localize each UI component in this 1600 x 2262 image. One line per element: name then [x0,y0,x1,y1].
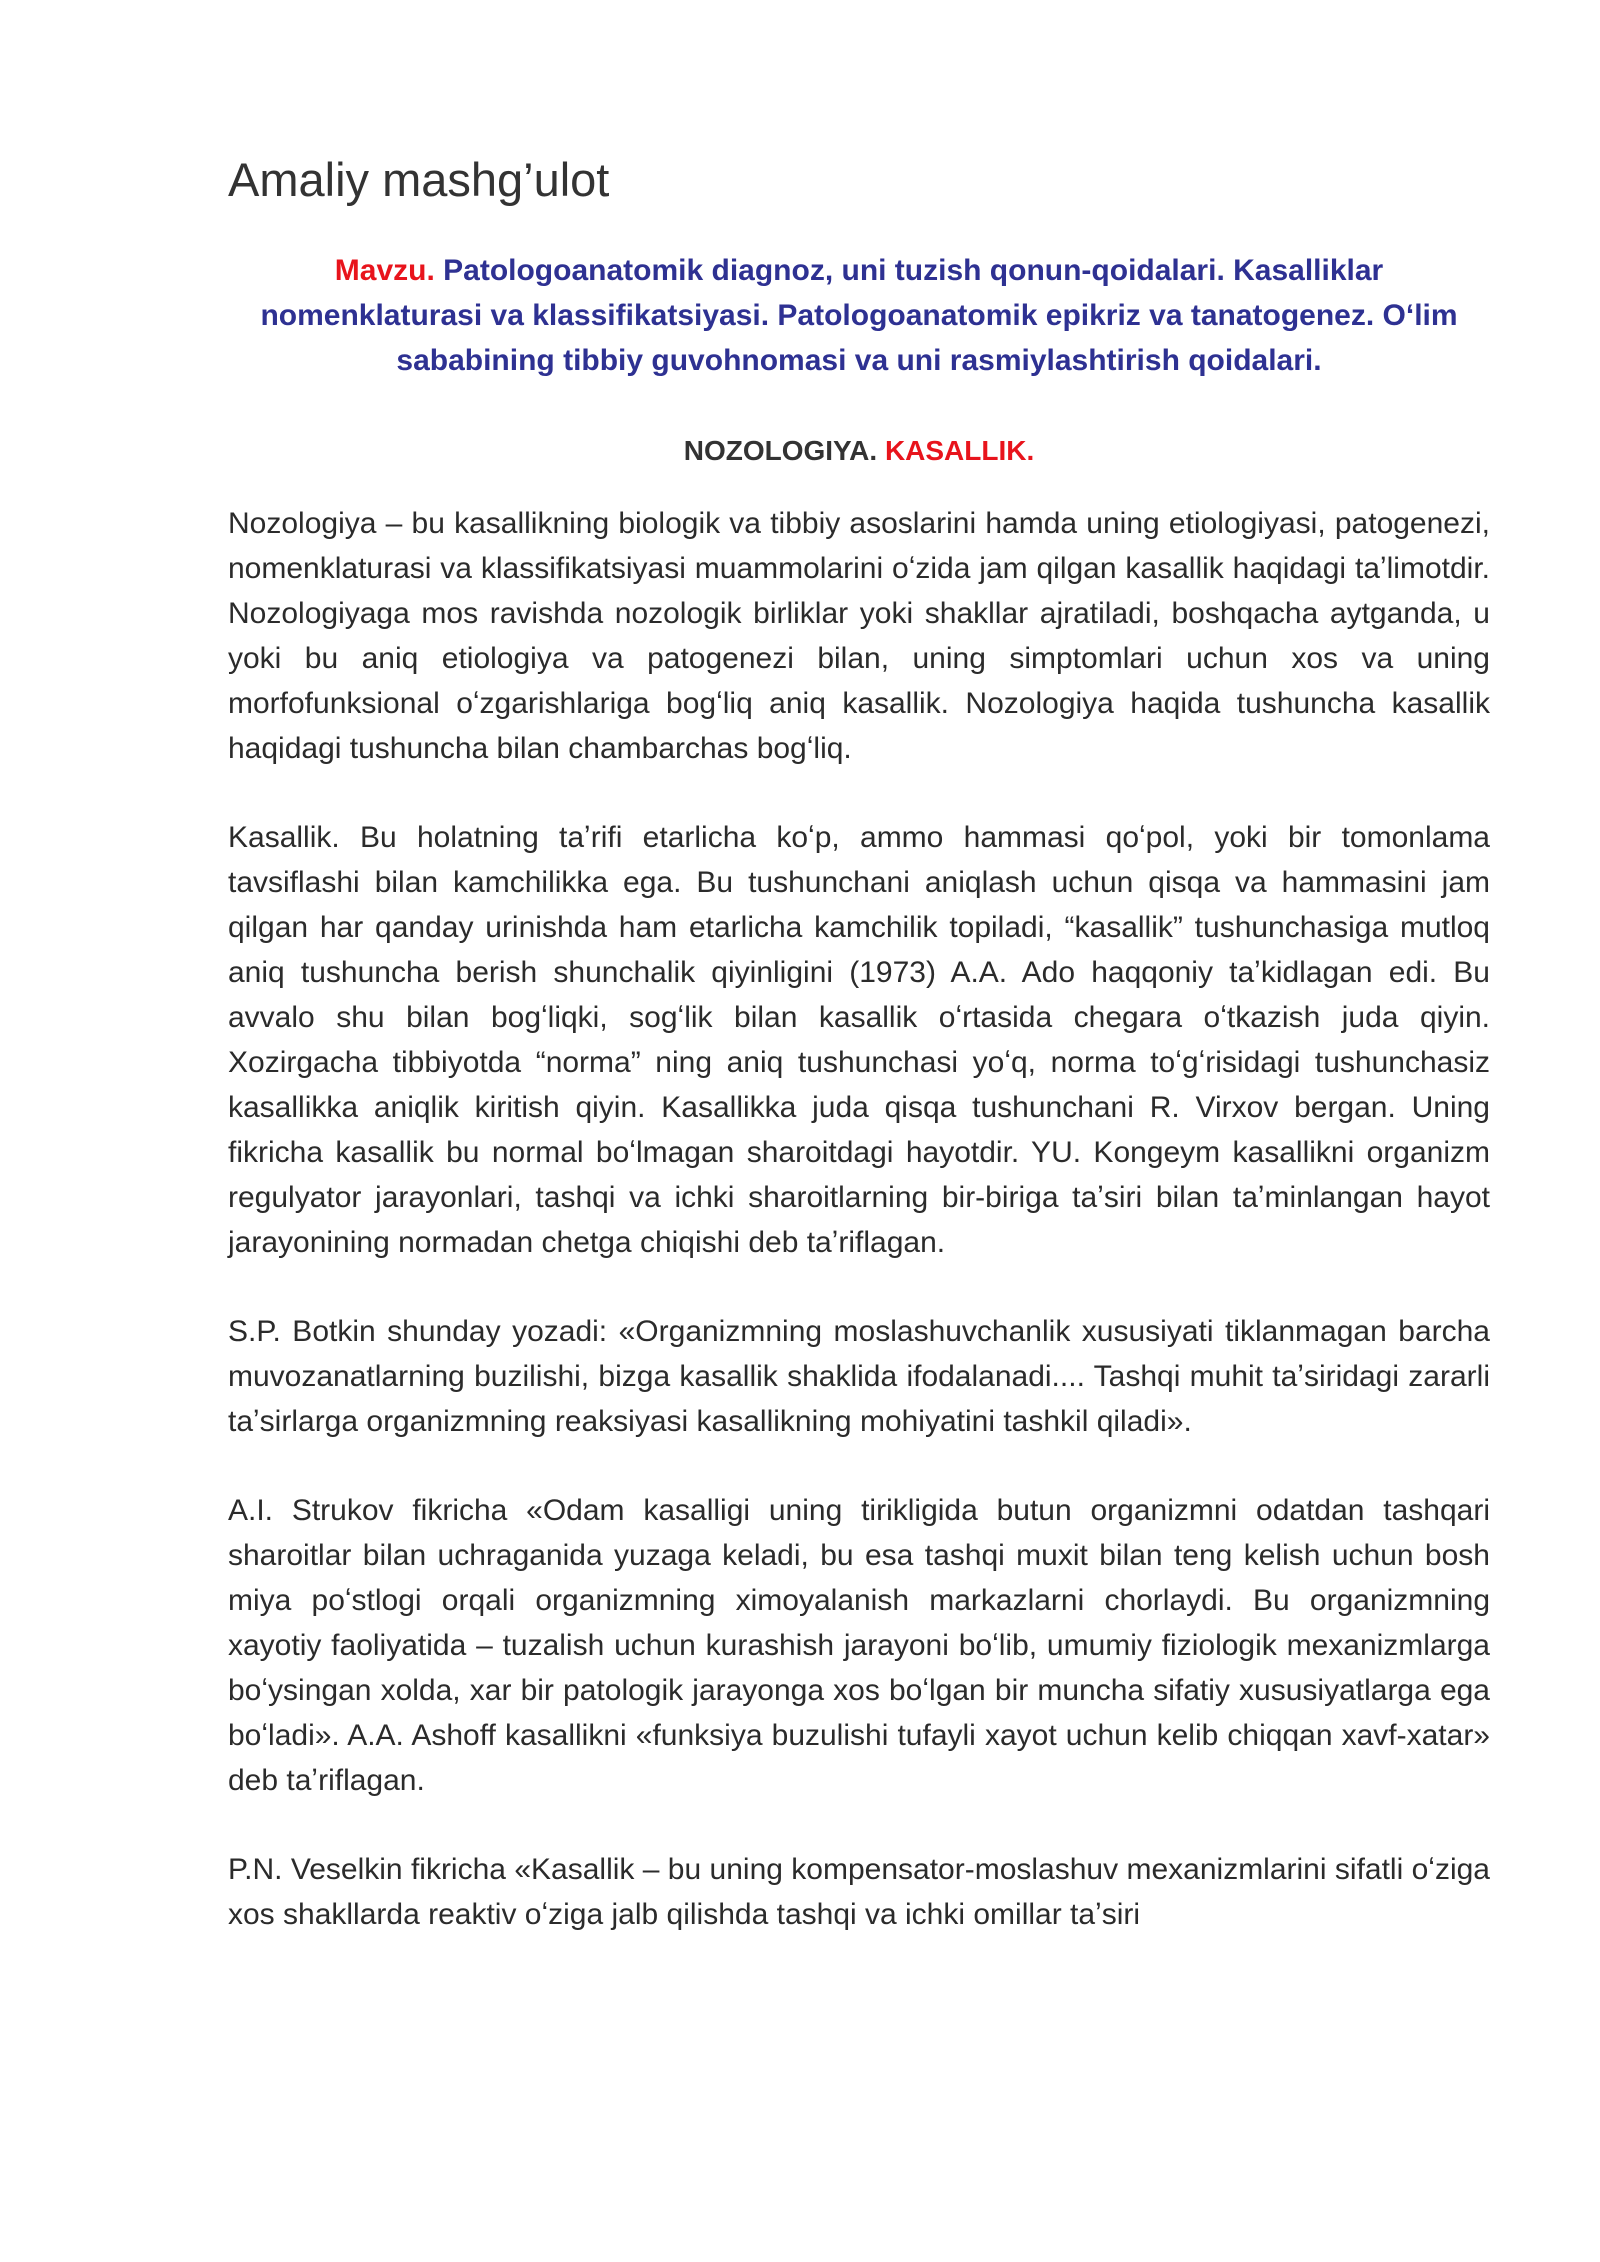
document-page [228,150,1490,1981]
section-heading-part1: NOZOLOGIYA. [683,435,878,466]
paragraph-kasallik: Kasallik. Bu holatning taʼrifi etarlicha koʻp, ammo hammasi qoʻpol, yoki bir tomonlama tavsiflashi bilan kamchilikka ega. Bu tushunchani aniqlash uchun qisqa va hammasini jam qilgan har qanday urinishda ham etarlicha kamchilik topiladi, “kasallik” tushunchasiga mutloq aniq tushuncha berish shunchalik qiyinligini (1973) A.A. Ado haqqoniy taʼkidlagan edi. Bu avvalo shu bilan bogʻliqki, sogʻlik bilan kasallik oʻrtasida chegara oʻtkazish juda qiyin. Xozirgacha tibbiyotda “norma” ning aniq tushunchasi yoʻq, norma toʻgʻrisidagi tushunchasiz kasallikka aniqlik kiritish qiyin. Kasallikka juda qisqa tushunchani R. Virxov bergan. Uning fikricha kasallik bu normal boʻlmagan sharoitdagi hayotdir. YU. Kongeym kasallikni organizm regulyator jarayonlari, tashqi va ichki sharoitlarning bir-biriga taʼsiri bilan taʼminlangan hayot jarayonining normadan chetga chiqishi deb taʼriflagan. [228,821,1490,1259]
topic-label: Mavzu. [334,254,435,287]
section-heading-part2: KASALLIK. [884,435,1035,466]
topic-block [228,248,1490,383]
paragraph-nozologiya: Nozologiya – bu kasallikning biologik va tibbiy asoslarini hamda uning etiologiyasi, patogenezi, nomenklaturasi va klassifikatsiyasi muammolarini oʻzida jam qilgan kasallik haqidagi taʼlimotdir. Nozologiyaga mos ravishda nozologik birliklar yoki shakllar ajratiladi, boshqacha aytganda, u yoki bu aniq etiologiya va patogenezi bilan, uning simptomlari uchun xos va uning morfofunksional oʻzgarishlariga bogʻliq aniq kasallik. Nozologiya haqida tushuncha kasallik haqidagi tushuncha bilan chambarchas bogʻliq. [228,507,1490,765]
document-title: Amaliy mashg’ulot [228,153,610,206]
topic-text: Patologoanatomik diagnoz, uni tuzish qonun-qoidalari. Kasalliklar nomenklaturasi va klassifikatsiyasi. Patologoanatomik epikriz va tanatogenez. Oʻlim sababining tibbiy guvohnomasi va uni rasmiylashtirish qoidalari. [260,254,1458,377]
paragraph-botkin: S.P. Botkin shunday yozadi: «Organizmning moslashuvchanlik xususiyati tiklanmagan barcha muvozanatlarning buzilishi, bizga kasallik shaklida ifodalanadi.... Tashqi muhit taʼsiridagi zararli taʼsirlarga organizmning reaksiyasi kasallikning mohiyatini tashkil qiladi». [228,1315,1490,1438]
paragraph-veselkin: P.N. Veselkin fikricha «Kasallik – bu uning kompensator-moslashuv mexanizmlarini sifatli oʻziga xos shakllarda reaktiv oʻziga jalb qilishda tashqi va ichki omillar taʼsiri [228,1853,1490,1931]
paragraph-strukov: A.I. Strukov fikricha «Odam kasalligi uning tirikligida butun organizmni odatdan tashqari sharoitlar bilan uchraganida yuzaga keladi, bu esa tashqi muxit bilan teng kelish uchun bosh miya poʻstlogi orqali organizmning ximoyalanish markazlarni chorlaydi. Bu organizmning xayotiy faoliyatida – tuzalish uchun kurashish jarayoni boʻlib, umumiy fiziologik mexanizmlarga boʻysingan xolda, xar bir patologik jarayonga xos boʻlgan bir muncha sifatiy xususiyatlarga ega boʻladi». A.A. Ashoff kasallikni «funksiya buzulishi tufayli xayot uchun kelib chiqqan xavf-xatar» deb taʼriflagan. [228,1494,1490,1797]
section-heading [228,431,1490,471]
